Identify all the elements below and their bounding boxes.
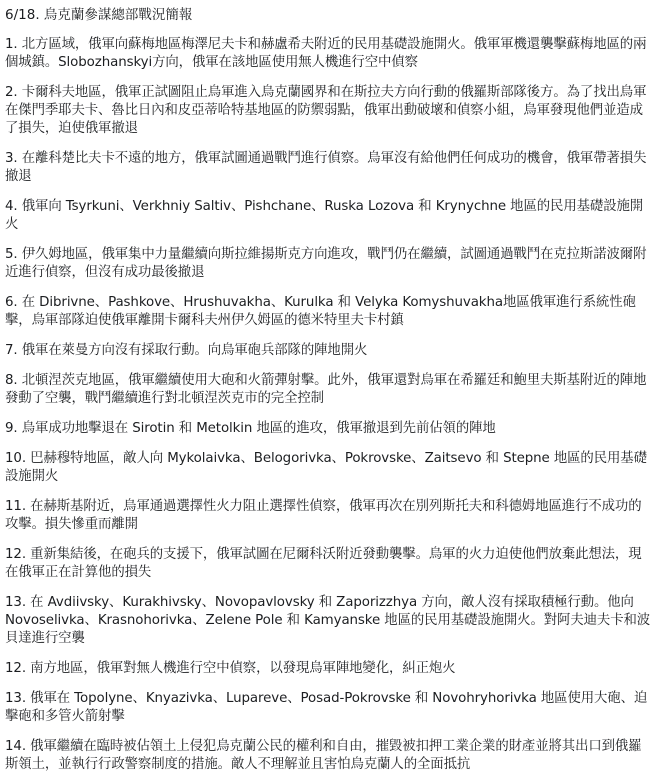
- report-item-13: 13. 在 Avdiivsky、Kurakhivsky、Novopavlovsky 和 Zaporizzhya 方向，敵人沒有採取積極行動。他向 Novoselivka、Krasnohorivka、Zelene Pole 和 Kamyanske 地區的民用基礎設施開火。對阿夫迪夫卡和波貝達進行空襲: [5, 595, 651, 646]
- report-item-3: 3. 在離科楚比夫卡不遠的地方，俄軍試圖通過戰鬥進行偵察。烏軍沒有給他們任何成功的機會，俄軍帶著損失撤退: [5, 151, 647, 184]
- report-item-12: 12. 重新集結後，在砲兵的支援下，俄軍試圖在尼爾科沃附近發動襲擊。烏軍的火力迫使他們放棄此想法，現在俄軍正在計算他的損失: [5, 547, 642, 580]
- report-item-6: 6. 在 Dibrivne、Pashkove、Hrushuvakha、Kurulka 和 Velyka Komyshuvakha地區俄軍進行系統性砲擊，烏軍部隊迫使俄軍離開卡爾科夫州伊久姆區的德米特里夫卡村鎮: [5, 295, 636, 328]
- report-item-8: 8. 北頓涅茨克地區，俄軍繼續使用大砲和火箭彈射擊。此外，俄軍還對烏軍在希羅廷和鮑里夫斯基附近的陣地發動了空襲，戰鬥繼續進行對北頓涅茨克市的完全控制: [5, 373, 647, 406]
- report-item-15: 13. 俄軍在 Topolyne、Knyazivka、Lupareve、Posad-Pokrovske 和 Novohryhorivka 地區使用大砲、迫擊砲和多管火箭射擊: [5, 691, 648, 724]
- report-item-1: 1. 北方區域，俄軍向蘇梅地區梅澤尼夫卡和赫盧希夫附近的民用基礎設施開火。俄軍軍機還襲擊蘇梅地區的兩個城鎮。Slobozhanskyi方向，俄軍在該地區使用無人機進行空中偵察: [5, 37, 647, 70]
- report-item-7: 7. 俄軍在萊曼方向沒有採取行動。向烏軍砲兵部隊的陣地開火: [5, 343, 368, 358]
- report-item-11: 11. 在赫斯基附近，烏軍通過選擇性火力阻止選擇性偵察，俄軍再次在別列斯托夫和科德姆地區進行不成功的攻擊。損失慘重而離開: [5, 499, 642, 532]
- report-item-4: 4. 俄軍向 Tsyrkuni、Verkhniy Saltiv、Pishchane、Ruska Lozova 和 Krynychne 地區的民用基礎設施開火: [5, 199, 644, 232]
- report-item-2: 2. 卡爾科夫地區，俄軍正試圖阻止烏軍進入烏克蘭國界和在斯拉夫方向行動的俄羅斯部隊後方。為了找出烏軍在傑門季耶夫卡、魯比日內和皮亞蒂哈特基地區的防禦弱點，俄軍出動破壞和偵察小組，烏軍發現他們並造成了損失，迫使俄軍撤退: [5, 85, 647, 136]
- report-item-16: 14. 俄軍繼續在臨時被佔領土上侵犯烏克蘭公民的權利和自由，摧毀被扣押工業企業的財產並將其出口到俄羅斯領土，並執行行政警察制度的措施。敵人不理解並且害怕烏克蘭人的全面抵抗: [5, 739, 642, 772]
- report-item-14: 12. 南方地區，俄軍對無人機進行空中偵察，以發現烏軍陣地變化，糾正炮火: [5, 661, 456, 676]
- report-title: 6/18. 烏克蘭參謀總部戰況簡報: [5, 7, 193, 23]
- report-item-5: 5. 伊久姆地區，俄軍集中力量繼續向斯拉維揚斯克方向進攻，戰鬥仍在繼續，試圖通過戰鬥在克拉斯諾波爾附近進行偵察，但沒有成功最後撤退: [5, 247, 647, 280]
- report-item-10: 10. 巴赫穆特地區，敵人向 Mykolaivka、Belogorivka、Pokrovske、Zaitsevo 和 Stepne 地區的民用基礎設施開火: [5, 451, 647, 484]
- report-item-9: 9. 烏軍成功地擊退在 Sirotin 和 Metolkin 地區的進攻，俄軍撤退到先前佔領的陣地: [5, 421, 496, 436]
